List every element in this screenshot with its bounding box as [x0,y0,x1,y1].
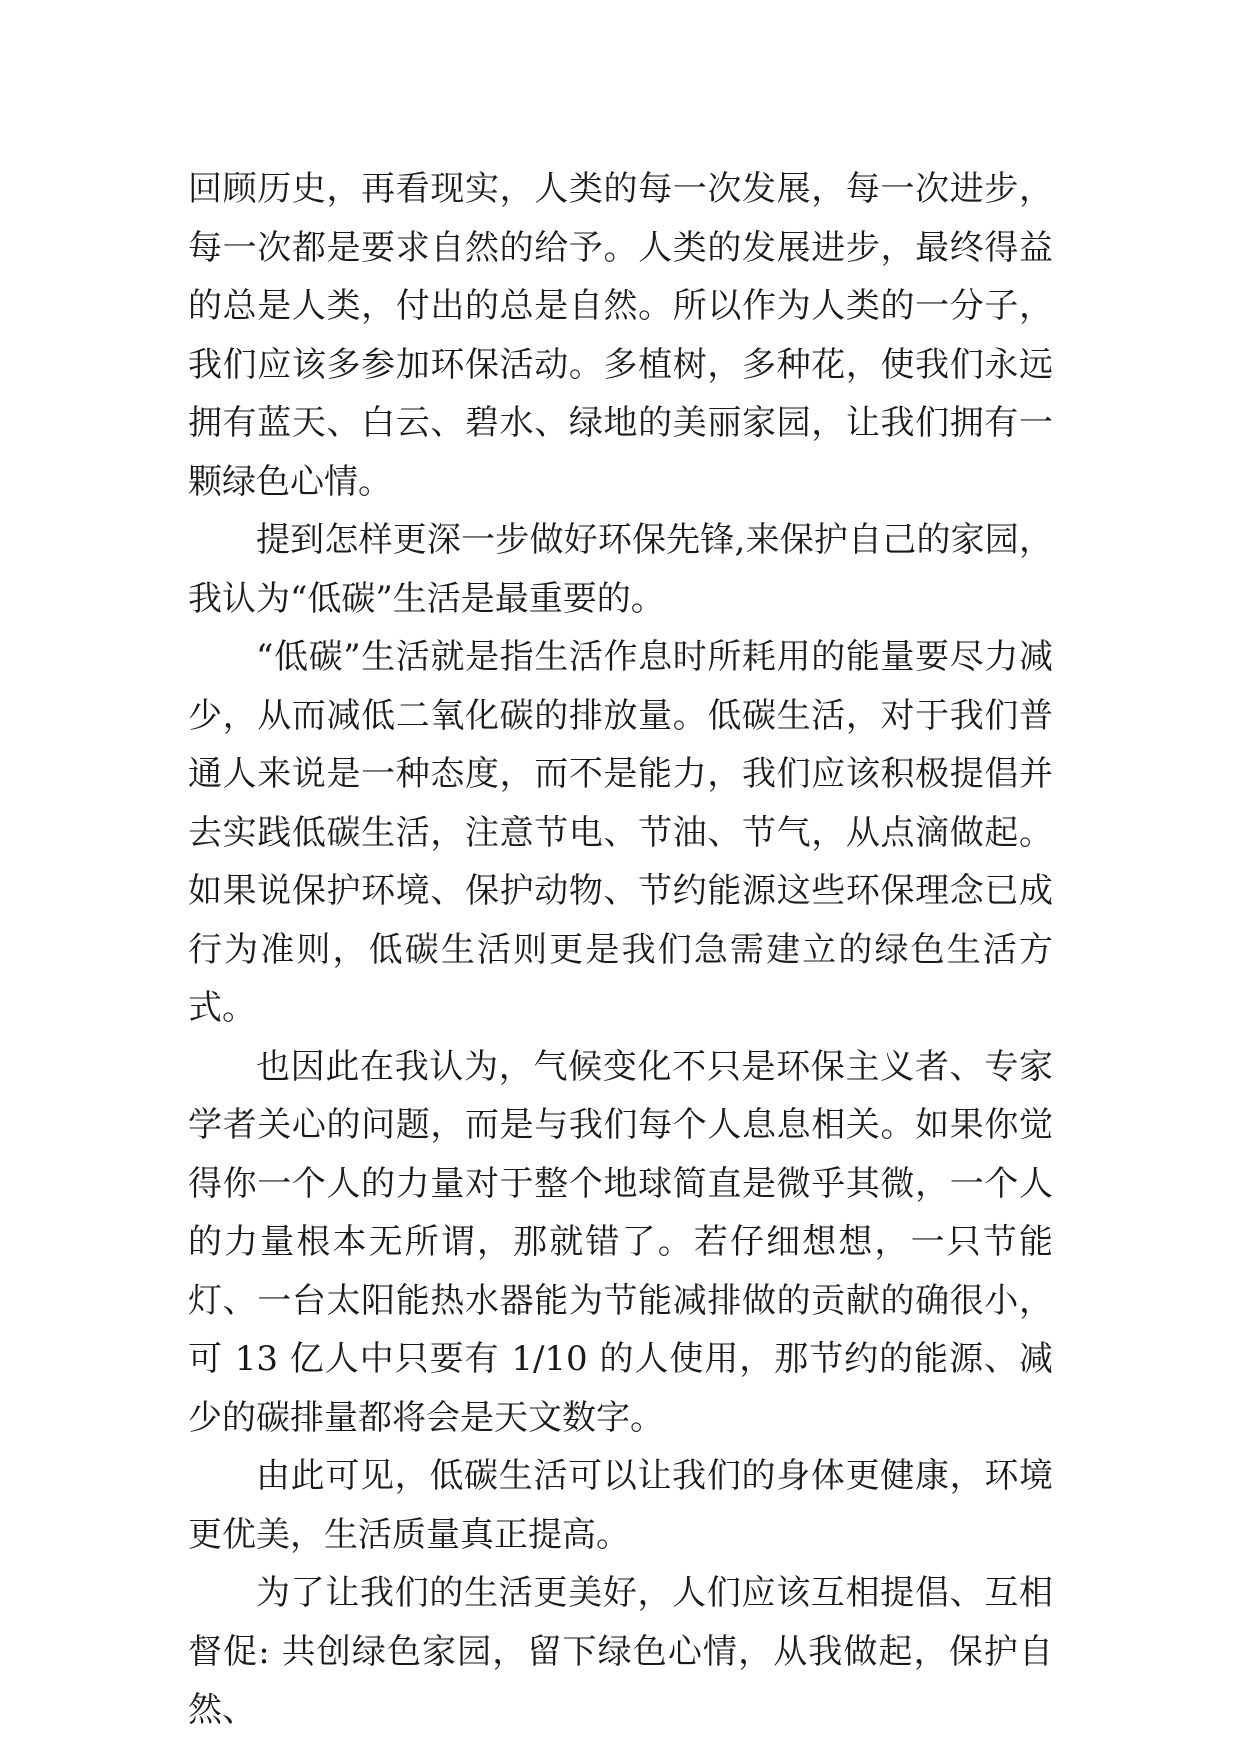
paragraph-6: 为了让我们的生活更美好，人们应该互相提倡、互相督促: 共创绿色家园，留下绿色心情，从我做起，保护自然、 [188,1573,1053,1730]
paragraph-5: 由此可见，低碳生活可以让我们的身体更健康，环境更优美，生活质量真正提高。 [188,1456,1053,1555]
paragraph-3: “低碳”生活就是指生活作息时所耗用的能量要尽力减少，从而减低二氧化碳的排放量。低碳生活，对于我们普通人来说是一种态度，而不是能力，我们应该积极提倡并去实践低碳生活，注意节电、节油、节气，从点滴做起。如果说保护环境、保护动物、节约能源这些环保理念已成行为准则，低碳生活则更是我们急需建立的绿色生活方式。 [188,637,1053,1028]
paragraph-4: 也因此在我认为，气候变化不只是环保主义者、专家学者关心的问题，而是与我们每个人息息相关。如果你觉得你一个人的力量对于整个地球简直是微乎其微，一个人的力量根本无所谓，那就错了。若仔细想想，一只节能灯、一台太阳能热水器能为节能减排做的贡献的确很小，可 13 亿人中只要有 1/10 的人使用，那节约的能源、减少的碳排量都将会是天文数字。 [188,1046,1053,1438]
document-body [188,160,1053,1740]
paragraph-2: 提到怎样更深一步做好环保先锋,来保护自己的家园，我认为“低碳”生活是最重要的。 [188,520,1053,619]
paragraph-1: 回顾历史，再看现实，人类的每一次发展，每一次进步，每一次都是要求自然的给予。人类的发展进步，最终得益的总是人类，付出的总是自然。所以作为人类的一分子，我们应该多参加环保活动。多植树，多种花，使我们永远拥有蓝天、白云、碧水、绿地的美丽家园，让我们拥有一颗绿色心情。 [188,169,1053,502]
